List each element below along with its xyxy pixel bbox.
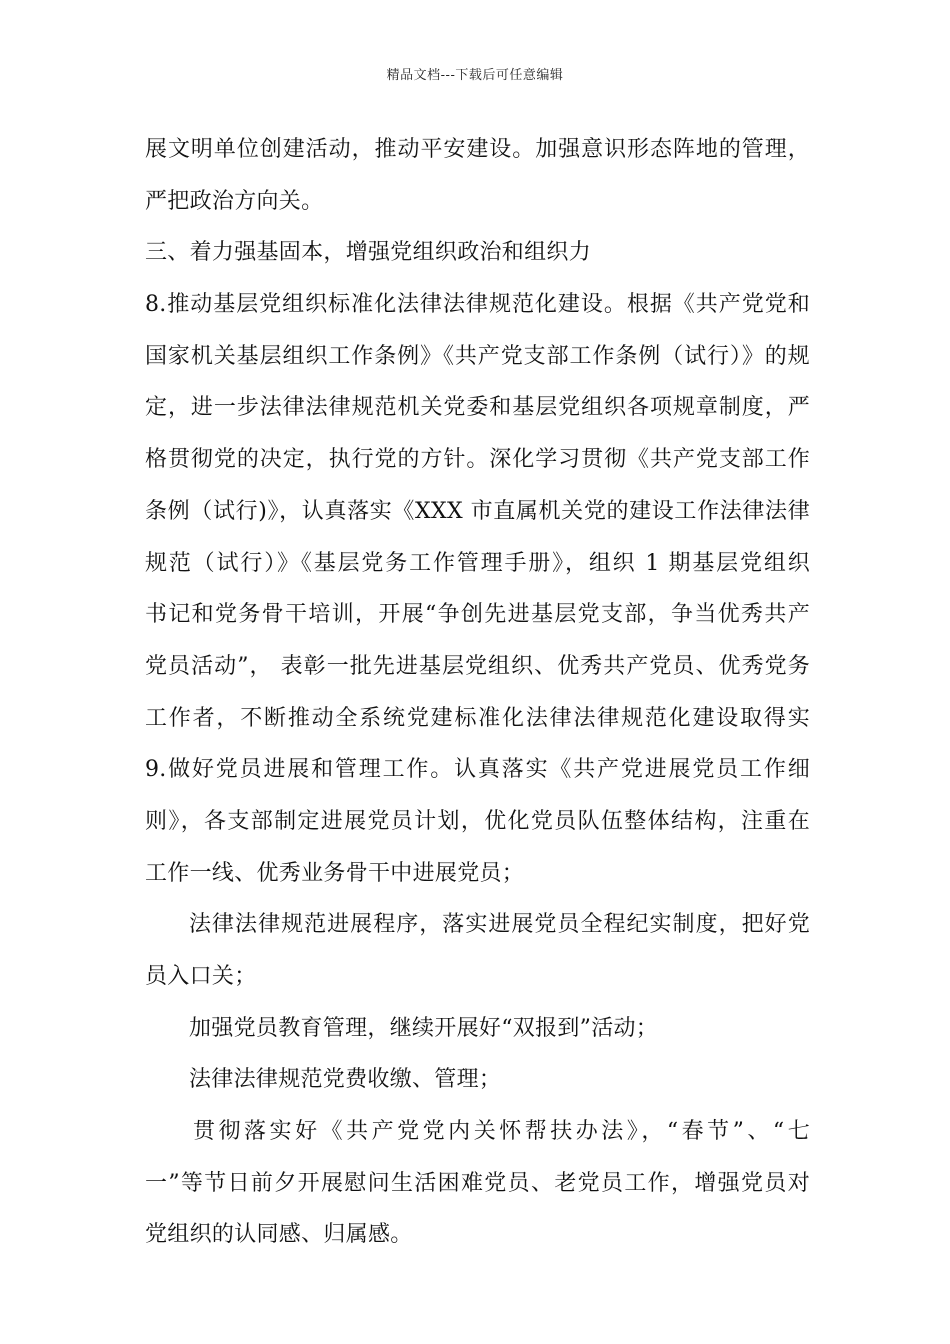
text-line: 8.推动基层党组织标准化法律法律规范化建设。根据《共产党党和 xyxy=(145,292,810,318)
text-line: 国家机关基层组织工作条例》《共产党支部工作条例（试行）》的规 xyxy=(145,343,810,369)
text-line: 工作一线、优秀业务骨干中进展党员； xyxy=(145,860,525,886)
text-line: 党组织的认同感、归属感。 xyxy=(145,1222,413,1248)
text-line: 党员活动”， 表彰一批先进基层党组织、优秀共产党员、优秀党务 xyxy=(145,653,810,679)
text-line: 加强党员教育管理，继续开展好“双报到”活动； xyxy=(189,1015,659,1041)
text-line: 书记和党务骨干培训，开展“争创先进基层党支部，争当优秀共产 xyxy=(145,602,810,628)
document-body xyxy=(145,124,810,1261)
page-header: 精品文档---下载后可任意编辑 xyxy=(386,68,564,83)
text-line: 法律法律规范进展程序，落实进展党员全程纪实制度，把好党 xyxy=(189,912,810,938)
text-line: 规范（试行）》《基层党务工作管理手册》，组织 1 期基层党组织 xyxy=(145,550,810,576)
text-line: 9.做好党员进展和管理工作。认真落实《共产党进展党员工作细 xyxy=(145,757,810,783)
text-line: 则》，各支部制定进展党员计划，优化党员队伍整体结构，注重在 xyxy=(145,808,810,834)
text-line: 条例（试行)》，认真落实《XXX 市直属机关党的建设工作法律法律 xyxy=(145,498,810,524)
text-line: 定，进一步法律法律规范机关党委和基层党组织各项规章制度，严 xyxy=(145,395,810,421)
section-heading: 三、着力强基固本，增强党组织政治和组织力 xyxy=(145,240,592,266)
text-line: 法律法律规范党费收缴、管理； xyxy=(189,1067,502,1093)
text-line: 展文明单位创建活动，推动平安建设。加强意识形态阵地的管理， xyxy=(145,137,810,162)
text-line: 格贯彻党的决定，执行党的方针。深化学习贯彻《共产党支部工作 xyxy=(145,447,810,473)
text-line: 一”等节日前夕开展慰问生活困难党员、老党员工作，增强党员对 xyxy=(145,1170,810,1196)
text-line: 员入口关； xyxy=(145,964,257,989)
text-line: 贯彻落实好《共产党党内关怀帮扶办法》，“春节”、“七 xyxy=(193,1119,810,1145)
text-line: 工作者，不断推动全系统党建标准化法律法律规范化建设取得实 xyxy=(145,705,810,731)
text-line: 严把政治方向关。 xyxy=(145,188,324,214)
